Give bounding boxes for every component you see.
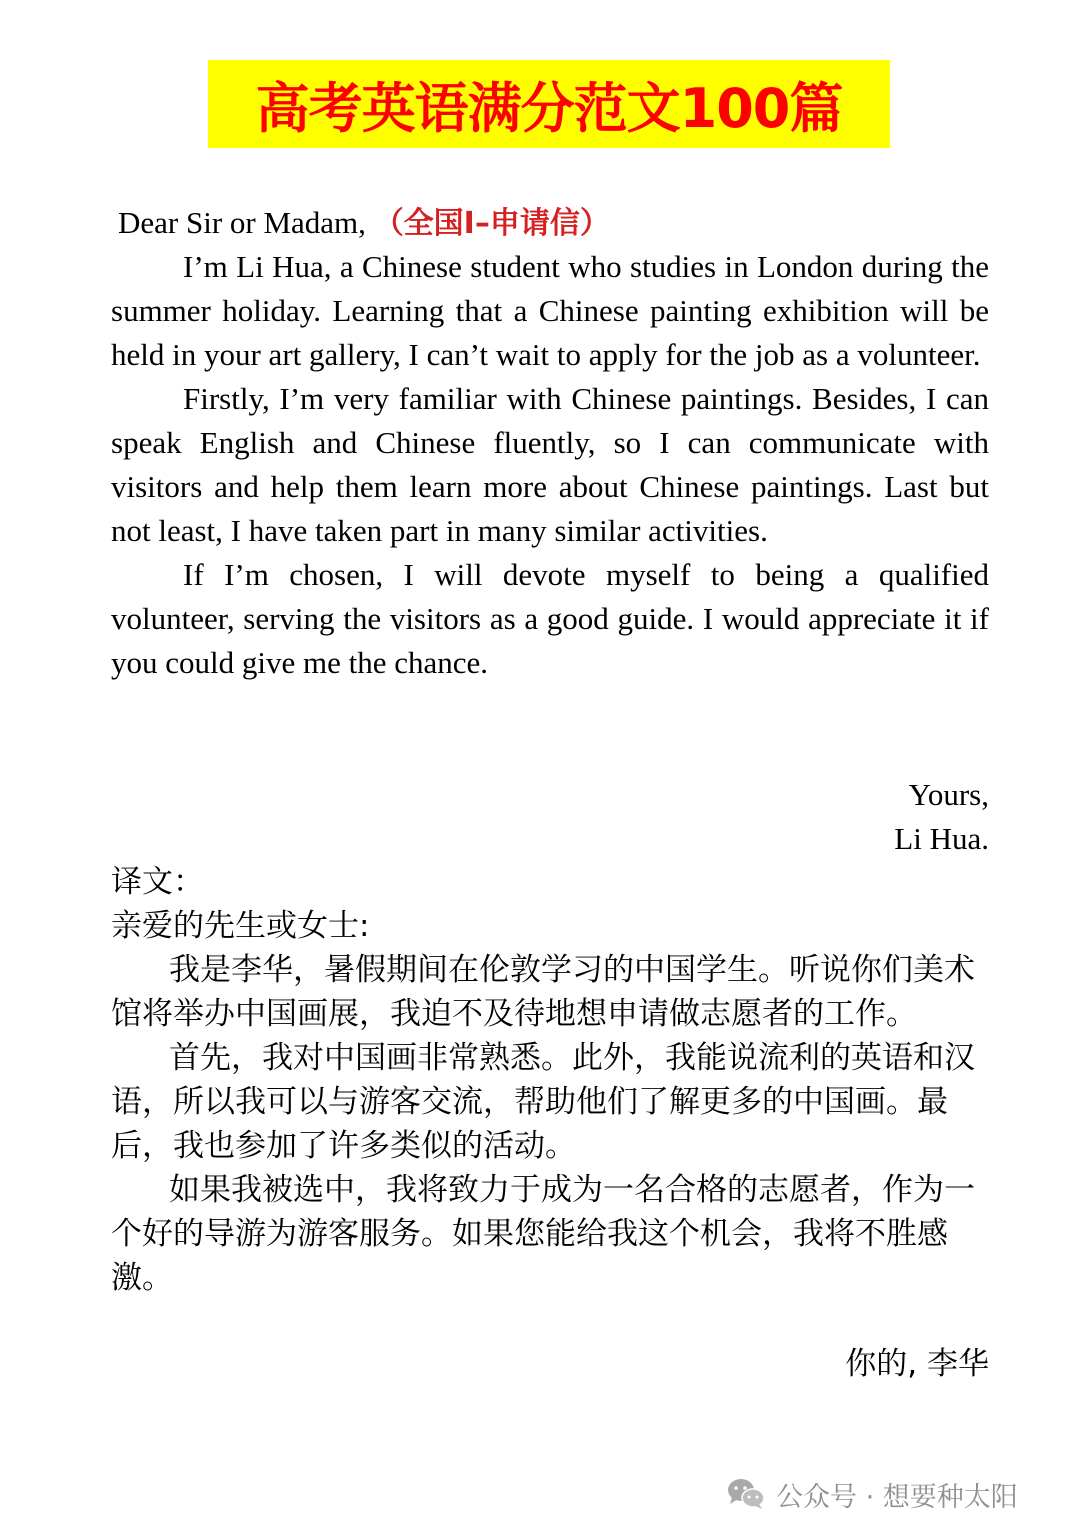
translation-paragraph: 如果我被选中，我将致力于成为一名合格的志愿者，作为一个好的导游为游客服务。如果您能给我这个机会，我将不胜感激。 xyxy=(111,1172,975,1296)
letter-paragraph: I’m Li Hua, a Chinese student who studies in London during the summer holiday. Learning that a Chinese painting exhibition will be held in your art gallery, I can’t wait to apply for the job as a volunteer. xyxy=(111,249,989,372)
translation-paragraph: 首先，我对中国画非常熟悉。此外，我能说流利的英语和汉语，所以我可以与游客交流，帮助他们了解更多的中国画。最后，我也参加了许多类似的活动。 xyxy=(111,1040,975,1164)
letter-salutation: Dear Sir or Madam, xyxy=(118,205,366,240)
watermark-text: 公众号 · 想要种太阳 xyxy=(776,1481,1018,1513)
translation-body xyxy=(111,948,989,1300)
translation-salutation: 亲爱的先生或女士: xyxy=(111,908,370,944)
watermark xyxy=(726,1472,1018,1516)
letter-paragraph: Firstly, I’m very familiar with Chinese paintings. Besides, I can speak English and Chinese fluently, so I can communicate with visitors and help them learn more about Chinese paintings. Last but not least, I have taken part in many similar activities. xyxy=(111,381,989,548)
category-tag: （全国I–申请信） xyxy=(373,206,610,241)
wechat-icon xyxy=(726,1477,766,1511)
letter-closing: Yours, xyxy=(908,777,989,812)
translation-signoff: 你的, 李华 xyxy=(845,1346,989,1382)
title-banner xyxy=(208,60,890,148)
letter-signoff xyxy=(111,773,989,861)
page-title: 高考英语满分范文100篇 xyxy=(255,76,843,140)
letter-salutation-line xyxy=(118,201,996,246)
letter-paragraph: If I’m chosen, I will devote myself to being a qualified volunteer, serving the visitors as a good guide. I would appreciate it if you could give me the chance. xyxy=(111,557,989,680)
translation-heading: 译文： xyxy=(111,864,204,900)
translation-paragraph: 我是李华，暑假期间在伦敦学习的中国学生。听说你们美术馆将举办中国画展，我迫不及待地想申请做志愿者的工作。 xyxy=(111,952,975,1032)
letter-body xyxy=(111,245,989,685)
letter-signature: Li Hua. xyxy=(894,821,989,856)
